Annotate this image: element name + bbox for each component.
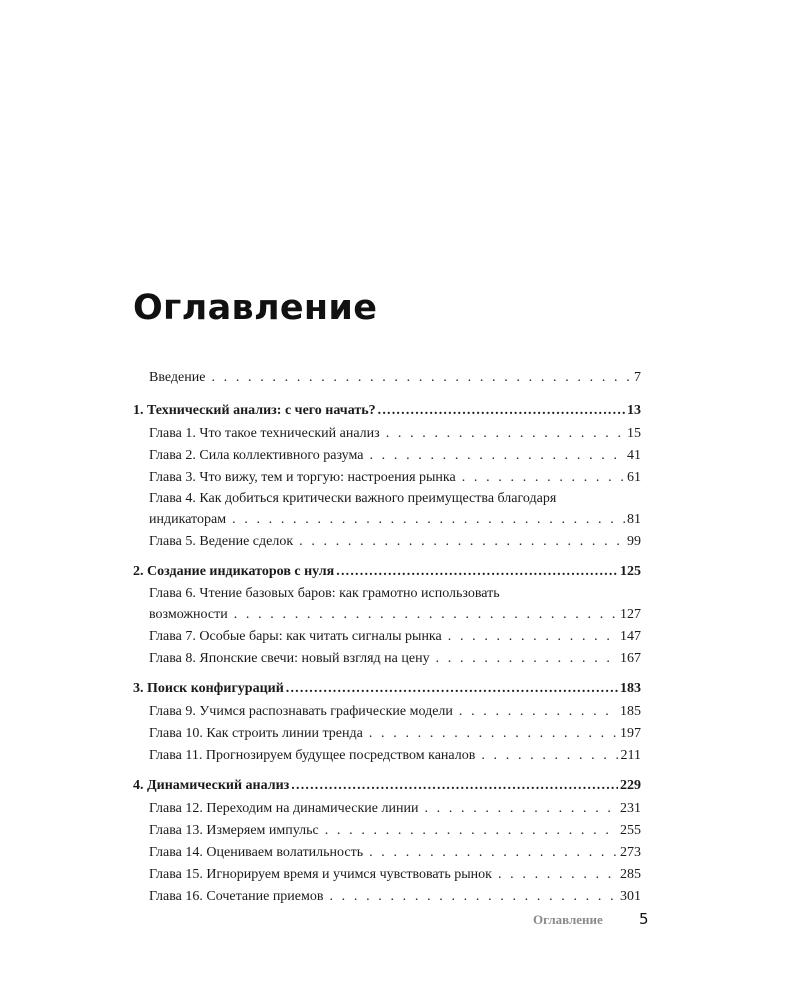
toc-part-label: 2. Создание индикаторов с нуля [133, 564, 335, 579]
toc-entry-page: 211 [620, 748, 641, 763]
dot-leader [291, 775, 618, 797]
toc-entry-page: 255 [620, 823, 641, 838]
running-head: Оглавление [533, 912, 603, 927]
toc-entry-label: Глава 2. Сила коллективного разума [149, 448, 364, 463]
toc-chapter-11[interactable] [133, 745, 641, 767]
page-title: Оглавление [133, 288, 378, 328]
toc-entry-page: 61 [627, 470, 641, 485]
dot-leader [436, 648, 618, 670]
dot-leader [325, 820, 618, 842]
toc-entry-page: 15 [627, 426, 641, 441]
toc-chapter-7[interactable] [133, 626, 641, 648]
toc-chapter-8[interactable] [133, 648, 641, 670]
toc-chapter-13[interactable] [133, 820, 641, 842]
toc-entry-label: Глава 16. Сочетание приемов [149, 889, 324, 904]
toc-part-label: 3. Поиск конфигураций [133, 681, 284, 696]
dot-leader [299, 531, 625, 553]
toc-entry-page: 285 [620, 867, 641, 882]
toc-chapter-9[interactable] [133, 701, 641, 723]
toc-chapter-15[interactable] [133, 864, 641, 886]
toc-entry-label: Глава 1. Что такое технический анализ [149, 426, 380, 441]
toc-chapter-16[interactable] [133, 886, 641, 908]
toc-part-label: 1. Технический анализ: с чего начать? [133, 403, 376, 418]
dot-leader [369, 723, 618, 745]
toc-chapter-5[interactable] [133, 531, 641, 553]
dot-leader [234, 604, 618, 626]
dot-leader [481, 745, 618, 767]
dot-leader [211, 367, 632, 389]
toc-entry-label: Глава 8. Японские свечи: новый взгляд на цену [149, 651, 430, 666]
toc-entry-page: 167 [620, 651, 641, 666]
dot-leader [462, 467, 625, 489]
dot-leader [232, 509, 625, 531]
toc-part-1[interactable] [133, 400, 641, 422]
toc-entry-page: 41 [627, 448, 641, 463]
dot-leader [329, 886, 618, 908]
toc-entry-label: Глава 14. Оцениваем волатильность [149, 845, 364, 860]
toc-entry-page: 185 [620, 704, 641, 719]
dot-leader [459, 701, 618, 723]
toc-part-4[interactable] [133, 775, 641, 797]
toc-chapter-14[interactable] [133, 842, 641, 864]
dot-leader [386, 423, 625, 445]
toc-entry-label: Глава 11. Прогнозируем будущее посредством каналов [149, 748, 476, 763]
toc-entry-label: Глава 5. Ведение сделок [149, 534, 294, 549]
toc-chapter-12[interactable] [133, 798, 641, 820]
toc-entry-page: 7 [634, 370, 641, 385]
toc-entry-page: 99 [627, 534, 641, 549]
toc-entry-page: 197 [620, 726, 641, 741]
toc-entry-label: Введение [149, 370, 206, 385]
toc-entry-label-line1: Глава 6. Чтение базовых баров: как грамотно использовать [149, 586, 500, 601]
toc-chapter-4[interactable] [133, 489, 641, 531]
toc-chapter-1[interactable] [133, 423, 641, 445]
toc-entry-label: индикаторам [149, 512, 227, 527]
dot-leader [286, 678, 618, 700]
toc-part-page: 229 [620, 778, 641, 793]
toc-entry-page: 231 [620, 801, 641, 816]
toc-chapter-2[interactable] [133, 445, 641, 467]
toc-part-3[interactable] [133, 678, 641, 700]
toc-entry-label: Глава 12. Переходим на динамические линии [149, 801, 419, 816]
toc-entry-label: Глава 13. Измеряем импульс [149, 823, 319, 838]
toc-chapter-3[interactable] [133, 467, 641, 489]
toc-entry-page: 273 [620, 845, 641, 860]
toc-chapter-10[interactable] [133, 723, 641, 745]
dot-leader [336, 561, 618, 583]
dot-leader [498, 864, 618, 886]
toc-part-page: 183 [620, 681, 641, 696]
toc-part-2[interactable] [133, 561, 641, 583]
toc-part-page: 13 [627, 403, 641, 418]
toc-entry-label-line1: Глава 4. Как добиться критически важного преимущества благодаря [149, 491, 557, 506]
dot-leader [378, 400, 625, 422]
toc-part-page: 125 [620, 564, 641, 579]
dot-leader [369, 842, 618, 864]
toc-entry-label: Глава 10. Как строить линии тренда [149, 726, 363, 741]
toc-entry-page: 147 [620, 629, 641, 644]
toc-part-label: 4. Динамический анализ [133, 778, 290, 793]
table-of-contents [133, 367, 641, 908]
toc-intro[interactable] [133, 367, 641, 389]
toc-entry-page: 81 [627, 512, 641, 527]
toc-entry-label: Глава 3. Что вижу, тем и торгую: настроения рынка [149, 470, 456, 485]
toc-entry-label: Глава 7. Особые бары: как читать сигналы рынка [149, 629, 442, 644]
toc-entry-label: Глава 9. Учимся распознавать графические модели [149, 704, 453, 719]
toc-entry-page: 127 [620, 607, 641, 622]
page-number: 5 [639, 910, 649, 928]
toc-entry-label: возможности [149, 607, 228, 622]
dot-leader [448, 626, 618, 648]
dot-leader [424, 798, 618, 820]
toc-chapter-6[interactable] [133, 584, 641, 626]
dot-leader [369, 445, 625, 467]
toc-entry-page: 301 [620, 889, 641, 904]
toc-entry-label: Глава 15. Игнорируем время и учимся чувствовать рынок [149, 867, 492, 882]
